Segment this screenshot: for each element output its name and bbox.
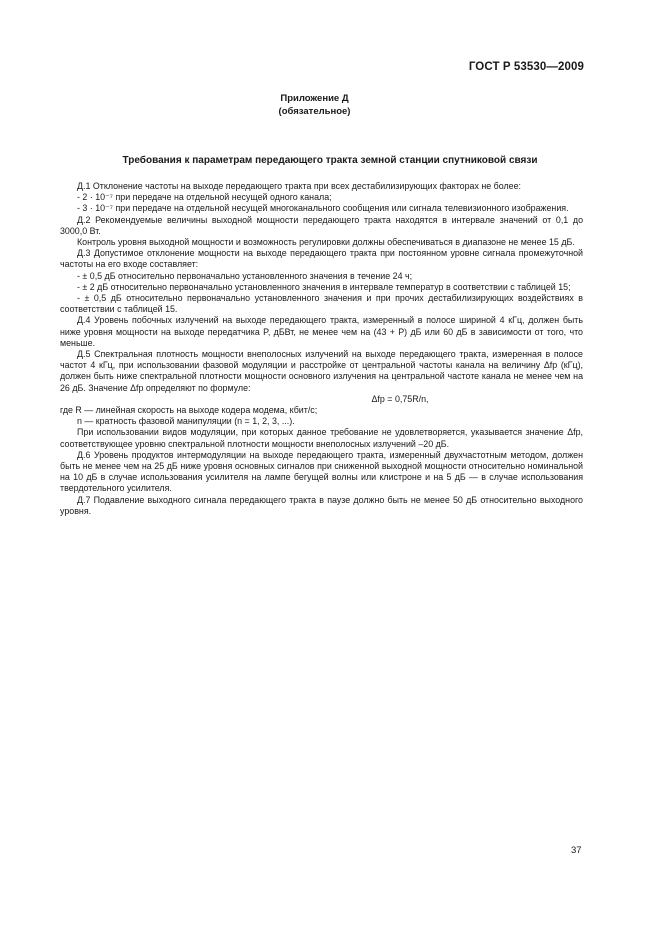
paragraph-d4: Д.4 Уровень побочных излучений на выходе передающего тракта, измеренный в полосе шириной 4 кГц, должен быть ниже уровня мощности на выходе передатчика P, дБВт, не менее чем на (43 + P) дБ или 60 дБ в зависимости от того, что меньше.	[60, 315, 583, 348]
paragraph: При использовании видов модуляции, при которых данное требование не удовлетворяется, указывается значение Δfр, соответствующее уровню спектральной плотности мощности внеполосных излучений –20 дБ.	[60, 427, 583, 449]
list-item: - ± 0,5 дБ относительно первоначально установленного значения и при прочих дестабилизирующих воздействиях в соответствии с таблицей 15.	[60, 293, 583, 315]
annex-heading	[0, 92, 629, 118]
list-item: - ± 2 дБ относительно первоначально установленного значения в интервале температур в соответствии с таблицей 15;	[77, 281, 571, 292]
paragraph-d3: Д.3 Допустимое отклонение мощности на выходе передающего тракта при постоянном уровне сигнала промежуточной частоты на его входе составляет:	[60, 248, 583, 270]
where-line: где R — линейная скорость на выходе кодера модема, кбит/с;	[60, 405, 318, 416]
annex-title: Приложение Д	[280, 93, 349, 104]
body-text	[60, 181, 583, 517]
where-line: n — кратность фазовой манипуляции (n = 1, 2, 3, ...).	[77, 416, 295, 427]
paragraph-d1: Д.1 Отклонение частоты на выходе передающего тракта при всех дестабилизирующих факторах не более:	[77, 181, 522, 191]
list-item: - ± 0,5 дБ относительно первоначально установленного значения в течение 24 ч;	[77, 270, 413, 281]
paragraph-d7: Д.7 Подавление выходного сигнала передающего тракта в паузе должно быть не менее 50 дБ относительно выходного уровня.	[60, 494, 583, 516]
section-title: Требования к параметрам передающего тракта земной станции спутниковой связи	[122, 155, 538, 166]
paragraph-d6: Д.6 Уровень продуктов интермодуляции на выходе передающего тракта, измеренный двухчастотным методом, должен быть не менее чем на 25 дБ ниже уровня основных сигналов при сниженной выходной мощности относительно номинальной на 10 дБ в случае использования усилителя на лампе бегущей волны или клистроне и на 5 дБ — в случае использования твердотельного усилителя.	[60, 449, 583, 494]
list-item: - 3 · 10⁻⁷ при передаче на отдельной несущей многоканального сообщения или сигнала телевизионного изображения.	[77, 203, 569, 214]
page-number: 37	[571, 845, 582, 856]
paragraph-d2: Д.2 Рекомендуемые величины выходной мощности передающего тракта находятся в интервале значений от 0,1 до 3000,0 Вт.	[60, 214, 583, 236]
document-code: ГОСТ Р 53530—2009	[468, 61, 584, 73]
paragraph: Контроль уровня выходной мощности и возможность регулировки должны обеспечиваться в диапазоне не менее 15 дБ.	[77, 237, 575, 248]
annex-status: (обязательное)	[278, 106, 351, 117]
paragraph-d5: Д.5 Спектральная плотность мощности внеполосных излучений на выходе передающего тракта, измеренная в полосе частот 4 кГц, при использовании фазовой модуляции и расстройке от центральной частоты канала на величину Δfр (кГц), должен быть ниже спектральной плотности мощности основного излучения на центральной частоте канала не менее чем на 26 дБ. Значение Δfр определяют по формуле:	[60, 349, 583, 393]
formula: Δfр = 0,75R/n,	[371, 393, 429, 404]
list-item: - 2 · 10⁻⁷ при передаче на отдельной несущей одного канала;	[77, 192, 332, 203]
